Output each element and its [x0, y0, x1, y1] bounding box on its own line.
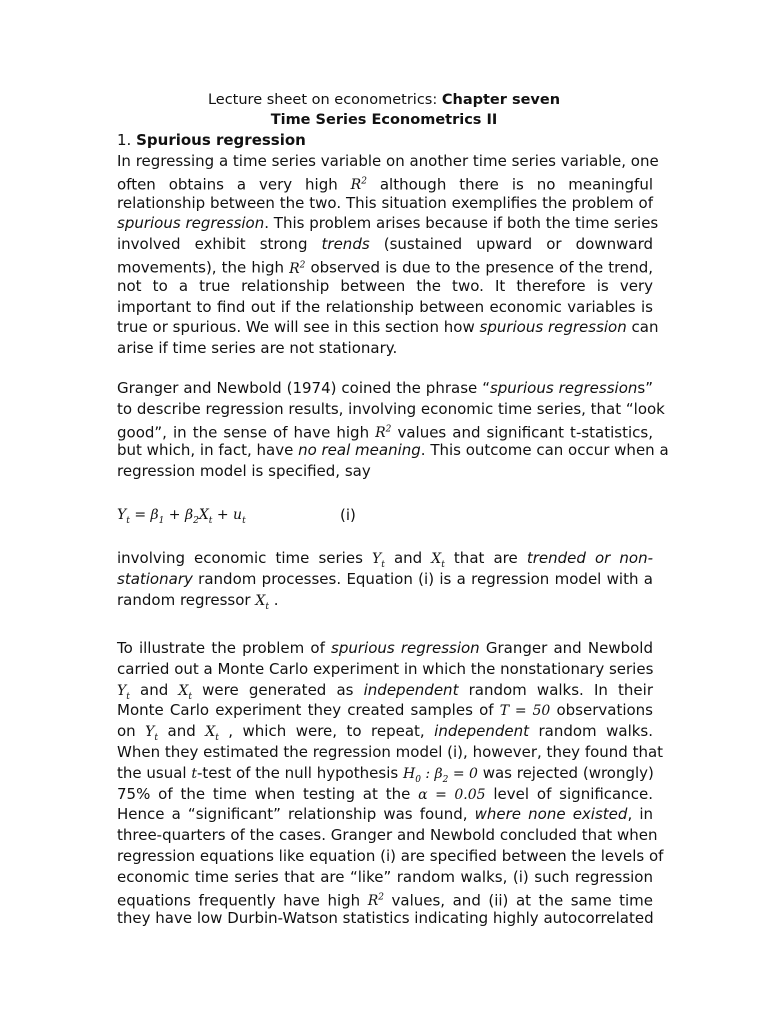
paragraph-2 [117, 378, 669, 482]
paragraph-4 [117, 638, 664, 929]
text-line: equations frequently have high $R^2$ values, and (ii) at the same time [117, 891, 653, 910]
text-line: involved exhibit strong trends (sustained upward or downward [117, 235, 653, 254]
text-line: they have low Durbin-Watson statistics indicating highly autocorrelated [117, 909, 654, 928]
text-line: In regressing a time series variable on another time series variable, one [117, 152, 659, 170]
text-line: carried out a Monte Carlo experiment in which the nonstationary series [117, 659, 654, 678]
text-line: $Y_t$ and $X_t$ were generated as independent random walks. In their [117, 680, 653, 702]
text-line: regression model is specified, say [117, 462, 371, 481]
text-line: Hence a “significant” relationship was found, where none existed, in [117, 805, 654, 824]
text-line: on $Y_t$ and $X_t$ , which were, to repeat, independent random walks. [117, 722, 654, 743]
text-line: spurious regression. This problem arises because if both the time series [117, 214, 659, 233]
text-line: 75% of the time when testing at the α = 0.05 level of significance. [117, 784, 654, 803]
section-heading [117, 130, 306, 150]
text-line: true or spurious. We will see in this section how spurious regression can [117, 318, 659, 337]
document-subtitle: Time Series Econometrics II [270, 112, 498, 128]
text-line: often obtains a very high $R^2$ although there is no meaningful [117, 175, 653, 194]
document-title [0, 90, 768, 110]
text-line: relationship between the two. This situation exemplifies the problem of [117, 193, 653, 212]
text-line: arise if time series are not stationary. [117, 339, 398, 358]
text-line: involving economic time series $Y_t$ and $X_t$ that are trended or non- [117, 549, 653, 570]
text-line: to describe regression results, involving economic time series, that “look [117, 399, 665, 418]
text-line: economic time series that are “like” random walks, (i) such regression [117, 867, 653, 886]
equation-label: (i) [340, 506, 356, 524]
text-line: but which, in fact, have no real meaning. This outcome can occur when a [117, 441, 669, 460]
chapter-label: Chapter seven [441, 92, 561, 108]
text-line: When they estimated the regression model (i), however, they found that [117, 742, 664, 761]
text-line: Monte Carlo experiment they created samples of T = 50 observations [117, 701, 653, 720]
text-line: the usual t-test of the null hypothesis $H_0$ : $\beta_2 = 0$ was rejected (wrongly) [117, 763, 654, 785]
section-number: 1. [117, 131, 132, 149]
text-line: not to a true relationship between the two. It therefore is very [117, 276, 653, 295]
text-line: To illustrate the problem of spurious regression Granger and Newbold [117, 639, 653, 657]
text-line: random regressor $X_t$ . [117, 590, 279, 612]
equation-i: $Y_t = \beta_1 + \beta_2X_t + u_t$ [117, 507, 246, 526]
text-line: three-quarters of the cases. Granger and Newbold concluded that when [117, 826, 658, 845]
section-title: Spurious regression [136, 131, 306, 149]
text-line: movements), the high $R^2$ observed is due to the presence of the trend, [117, 258, 654, 277]
paragraph-1 [117, 151, 659, 359]
text-line: good”, in the sense of have high $R^2$ values and significant t-statistics, [117, 423, 653, 442]
title-prefix: Lecture sheet on econometrics: [207, 92, 442, 108]
text-line: stationary random processes. Equation (i) is a regression model with a [117, 569, 653, 588]
text-line: important to find out if the relationship between economic variables is [117, 297, 653, 316]
text-line: Granger and Newbold (1974) coined the phrase “spurious regressions” [117, 379, 653, 397]
paragraph-3 [117, 548, 653, 610]
text-line: regression equations like equation (i) are specified between the levels of [117, 846, 664, 865]
